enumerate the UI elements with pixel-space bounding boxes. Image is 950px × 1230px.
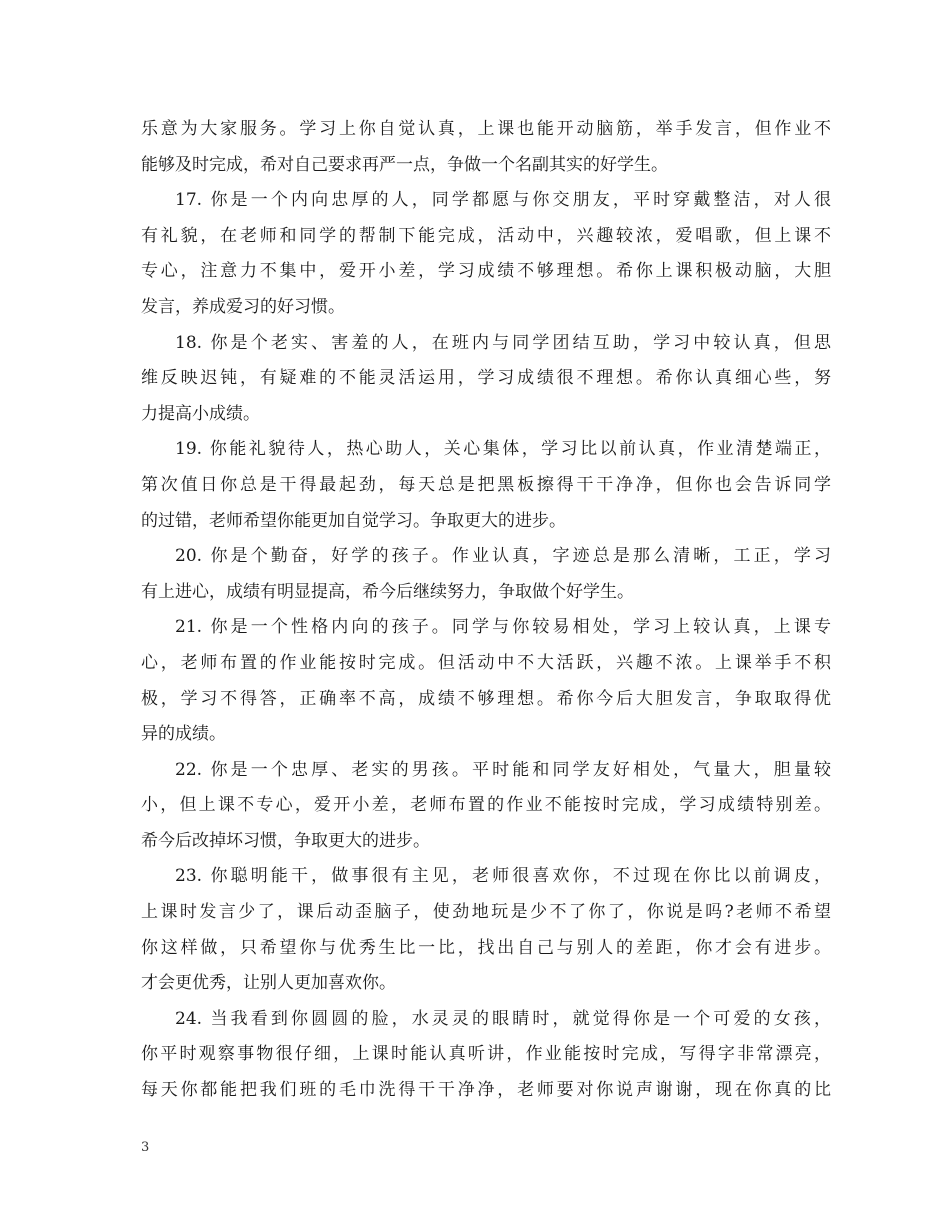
page-number: 3	[141, 1140, 150, 1155]
text-line: 21. 你是一个性格内向的孩子。同学与你较易相处，学习上较认真，上课专	[175, 617, 831, 638]
body-text	[141, 112, 831, 1109]
text-line: 上课时发言少了，课后动歪脑子，使劲地玩是少不了你了，你说是吗?老师不希望	[141, 902, 831, 923]
text-line: 异的成绩。	[141, 724, 226, 745]
text-line: 极，学习不得答，正确率不高，成绩不够理想。希你今后大胆发言，争取取得优	[141, 688, 831, 709]
text-line: 每天你都能把我们班的毛巾洗得干干净净，老师要对你说声谢谢，现在你真的比	[141, 1080, 831, 1101]
text-line: 维反映迟钝，有疑难的不能灵活运用，学习成绩很不理想。希你认真细心些，努	[141, 368, 831, 389]
text-line: 23. 你聪明能干，做事很有主见，老师很喜欢你，不过现在你比以前调皮，	[175, 866, 831, 887]
text-line: 24. 当我看到你圆圆的脸，水灵灵的眼睛时，就觉得你是一个可爱的女孩，	[175, 1008, 831, 1029]
text-line: 19. 你能礼貌待人，热心助人，关心集体，学习比以前认真，作业清楚端正，	[175, 439, 831, 460]
text-line: 乐意为大家服务。学习上你自觉认真，上课也能开动脑筋，举手发言，但作业不	[141, 119, 831, 139]
text-line: 你这样做，只希望你与优秀生比一比，找出自己与别人的差距，你才会有进步。	[141, 937, 831, 958]
text-line: 有上进心，成绩有明显提高，希今后继续努力，争取做个好学生。	[141, 581, 634, 602]
text-line: 心，老师布置的作业能按时完成。但活动中不大活跃，兴趣不浓。上课举手不积	[141, 652, 831, 673]
text-line: 的过错，老师希望你能更加自觉学习。争取更大的进步。	[141, 510, 566, 531]
text-line: 能够及时完成，希对自己要求再严一点，争做一个名副其实的好学生。	[141, 154, 668, 175]
text-line: 小，但上课不专心，爱开小差，老师布置的作业不能按时完成，学习成绩特别差。	[141, 795, 831, 816]
text-line: 希今后改掉坏习惯，争取更大的进步。	[141, 830, 430, 851]
text-line: 发言，养成爱习的好习惯。	[141, 296, 345, 317]
text-line: 专心，注意力不集中，爱开小差，学习成绩不够理想。希你上课积极动脑，大胆	[141, 261, 831, 282]
text-line: 20. 你是个勤奋，好学的孩子。作业认真，字迹总是那么清晰，工正，学习	[175, 546, 831, 567]
text-line: 第次值日你总是干得最起劲，每天总是把黑板擦得干干净净，但你也会告诉同学	[141, 474, 831, 495]
text-line: 你平时观察事物很仔细，上课时能认真听讲，作业能按时完成，写得字非常漂亮，	[141, 1044, 831, 1065]
text-line: 力提高小成绩。	[141, 403, 260, 424]
text-line: 22. 你是一个忠厚、老实的男孩。平时能和同学友好相处，气量大，胆量较	[175, 759, 831, 780]
text-line: 18. 你是个老实、害羞的人，在班内与同学团结互助，学习中较认真，但思	[175, 332, 831, 353]
text-line: 才会更优秀，让别人更加喜欢你。	[141, 973, 396, 994]
text-line: 17. 你是一个内向忠厚的人，同学都愿与你交朋友，平时穿戴整洁，对人很	[175, 190, 831, 211]
text-line: 有礼貌，在老师和同学的帮制下能完成，活动中，兴趣较浓，爱唱歌，但上课不	[141, 225, 831, 246]
